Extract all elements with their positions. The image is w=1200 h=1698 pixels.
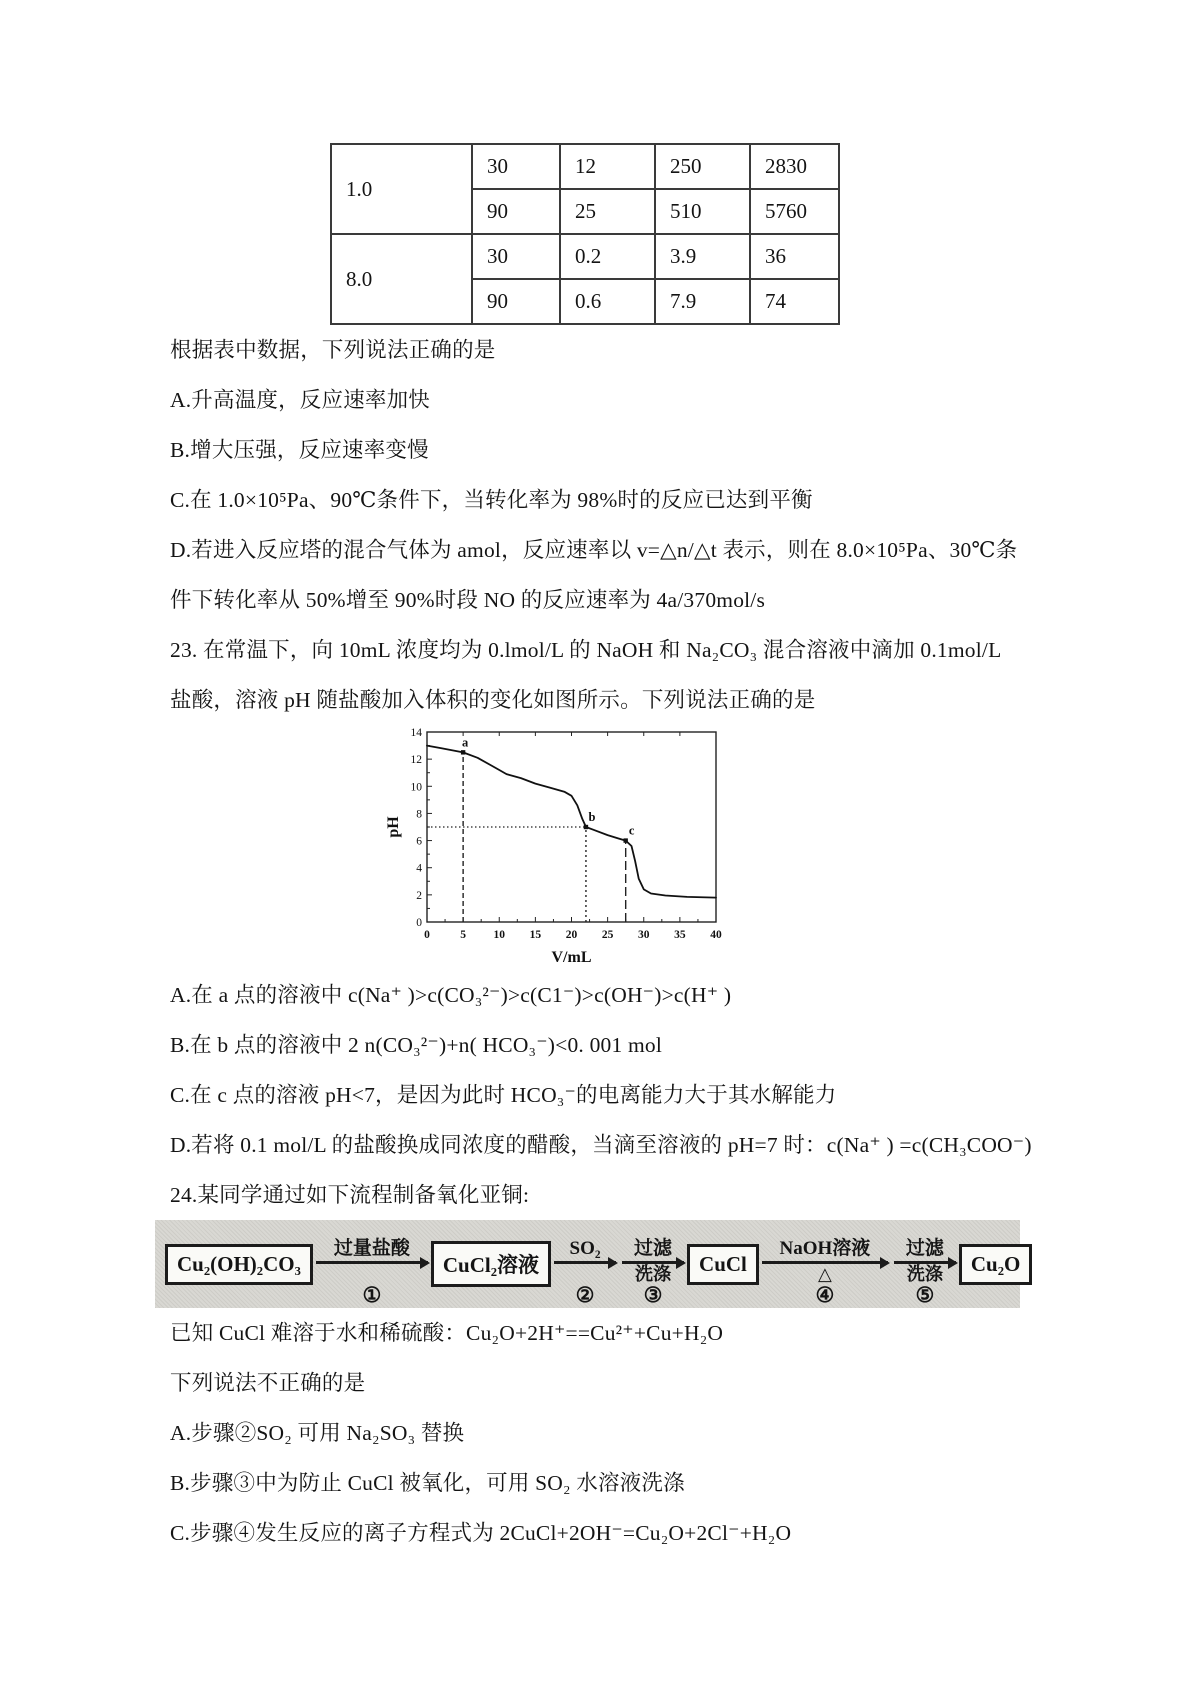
flow-arrow-step4 [762, 1220, 888, 1308]
circled-number: ③ [643, 1283, 663, 1307]
right-arrow-icon [316, 1261, 428, 1264]
q24-option-a: A.步骤②SO₂ 可用 Na₂SO₃ 替换 [170, 1421, 465, 1445]
svg-text:30: 30 [638, 929, 650, 941]
right-arrow-icon [622, 1261, 684, 1264]
table-cell: 0.2 [560, 234, 655, 279]
flow-arrow-label: 过滤 [634, 1238, 673, 1259]
q22-option-c: C.在 1.0×10⁵Pa、90℃条件下，当转化率为 98%时的反应已达到平衡 [170, 488, 813, 512]
table-cell: 250 [655, 144, 750, 189]
right-arrow-icon [894, 1261, 956, 1264]
q23-stem-line1: 23. 在常温下，向 10mL 浓度均为 0.lmol/L 的 NaOH 和 Na₂CO₃ 混合溶液中滴加 0.1mol/L [170, 638, 1002, 662]
ph-titration-chart [385, 725, 730, 970]
svg-text:10: 10 [493, 929, 505, 941]
svg-text:12: 12 [410, 754, 422, 767]
table-cell: 510 [655, 189, 750, 234]
table-cell: 7.9 [655, 279, 750, 324]
table-cell: 36 [750, 234, 839, 279]
flow-box-cucl2-solution: CuCl₂溶液 [431, 1241, 551, 1287]
circled-number: ① [362, 1283, 382, 1307]
flow-arrow-label: NaOH溶液 [779, 1238, 871, 1259]
svg-text:20: 20 [565, 929, 578, 941]
svg-text:c: c [628, 823, 635, 838]
table-cell: 90 [472, 189, 560, 234]
q22-option-d-line2: 件下转化率从 50%增至 90%时段 NO 的反应速率为 4a/370mol/s [170, 588, 766, 612]
flow-arrow-label: 过量盐酸 [333, 1238, 410, 1259]
q23-stem-line2: 盐酸，溶液 pH 随盐酸加入体积的变化如图所示。下列说法正确的是 [170, 688, 816, 712]
svg-text:2: 2 [416, 889, 422, 902]
q23-option-a: A.在 a 点的溶液中 c(Na⁺ )>c(CO₃²⁻)>c(C1⁻)>c(OH⁻)>c(H⁺ ) [170, 983, 732, 1007]
table-row [331, 144, 839, 189]
flow-arrow-label: 过滤 [905, 1238, 944, 1259]
svg-text:6: 6 [416, 835, 422, 848]
circled-number: ⑤ [915, 1283, 935, 1307]
svg-text:0: 0 [416, 917, 422, 929]
table-cell: 30 [472, 144, 560, 189]
flow-arrow-step5 [894, 1220, 956, 1308]
page-content [170, 143, 1055, 1558]
q24-option-b: B.步骤③中为防止 CuCl 被氧化，可用 SO₂ 水溶液洗涤 [170, 1471, 685, 1495]
table-cell: 8.0 [331, 234, 472, 324]
svg-text:0: 0 [424, 929, 430, 941]
table-cell: 0.6 [560, 279, 655, 324]
flow-arrow-step1 [316, 1220, 428, 1308]
svg-text:pH: pH [385, 816, 402, 838]
flow-arrow-label: SO₂ [569, 1238, 601, 1259]
table-cell: 25 [560, 189, 655, 234]
flow-arrow-sublabel: 洗涤 [635, 1264, 672, 1284]
table-row [331, 234, 839, 279]
cu2o-flow-diagram [155, 1220, 1020, 1308]
q23-option-b: B.在 b 点的溶液中 2 n(CO₃²⁻)+n( HCO₃⁻)<0. 001 mol [170, 1033, 663, 1057]
q22-option-d-line1: D.若进入反应塔的混合气体为 amol，反应速率以 v=△n/△t 表示，则在 8.0×10⁵Pa、30℃条 [170, 538, 1018, 562]
svg-text:V/mL: V/mL [551, 949, 592, 966]
svg-text:5: 5 [460, 929, 466, 941]
q24-option-c: C.步骤④发生反应的离子方程式为 2CuCl+2OH⁻=Cu₂O+2Cl⁻+H₂O [170, 1521, 792, 1545]
table-cell: 90 [472, 279, 560, 324]
q24-intro: 24.某同学通过如下流程制备氧化亚铜: [170, 1183, 530, 1207]
rate-data-table [330, 143, 840, 325]
ph-chart-svg [385, 725, 730, 970]
table-cell: 3.9 [655, 234, 750, 279]
svg-text:8: 8 [416, 808, 422, 821]
q24-stem: 下列说法不正确的是 [170, 1371, 366, 1395]
flow-arrow-step3 [622, 1220, 684, 1308]
flow-arrow-step2 [554, 1220, 616, 1308]
table-cell: 74 [750, 279, 839, 324]
flow-arrow-sublabel: 洗涤 [906, 1264, 943, 1284]
table-cell: 2830 [750, 144, 839, 189]
q23-option-d: D.若将 0.1 mol/L 的盐酸换成同浓度的醋酸，当滴至溶液的 pH=7 时：c(Na⁺ ) =c(CH₃COO⁻) [170, 1133, 1032, 1157]
svg-text:35: 35 [674, 929, 686, 941]
svg-text:4: 4 [416, 862, 422, 875]
svg-text:25: 25 [601, 929, 614, 941]
table-cell: 5760 [750, 189, 839, 234]
q22-option-a: A.升高温度，反应速率加快 [170, 388, 431, 412]
svg-text:10: 10 [410, 781, 422, 794]
circled-number: ④ [815, 1283, 835, 1307]
table-cell: 1.0 [331, 144, 472, 234]
svg-text:15: 15 [529, 929, 542, 941]
delta-heat-icon: △ [817, 1264, 832, 1284]
q23-option-c: C.在 c 点的溶液 pH<7，是因为此时 HCO₃⁻的电离能力大于其水解能力 [170, 1083, 837, 1107]
circled-number: ② [575, 1283, 595, 1307]
flow-box-cucl: CuCl [687, 1244, 759, 1285]
svg-text:40: 40 [710, 929, 722, 941]
right-arrow-icon [762, 1261, 888, 1264]
right-arrow-icon [554, 1261, 616, 1264]
flow-box-cu2oh2co3: Cu₂(OH)₂CO₃ [165, 1244, 313, 1285]
svg-text:14: 14 [410, 727, 422, 739]
flow-box-cu2o: Cu₂O [959, 1244, 1032, 1285]
table-cell: 12 [560, 144, 655, 189]
svg-text:b: b [588, 810, 596, 824]
svg-text:a: a [462, 735, 469, 750]
q22-option-b: B.增大压强，反应速率变慢 [170, 438, 429, 462]
q24-known-equation: 已知 CuCl 难溶于水和稀硫酸：Cu₂O+2H⁺==Cu²⁺+Cu+H₂O [170, 1321, 724, 1345]
table-cell: 30 [472, 234, 560, 279]
q22-stem: 根据表中数据，下列说法正确的是 [170, 338, 496, 362]
